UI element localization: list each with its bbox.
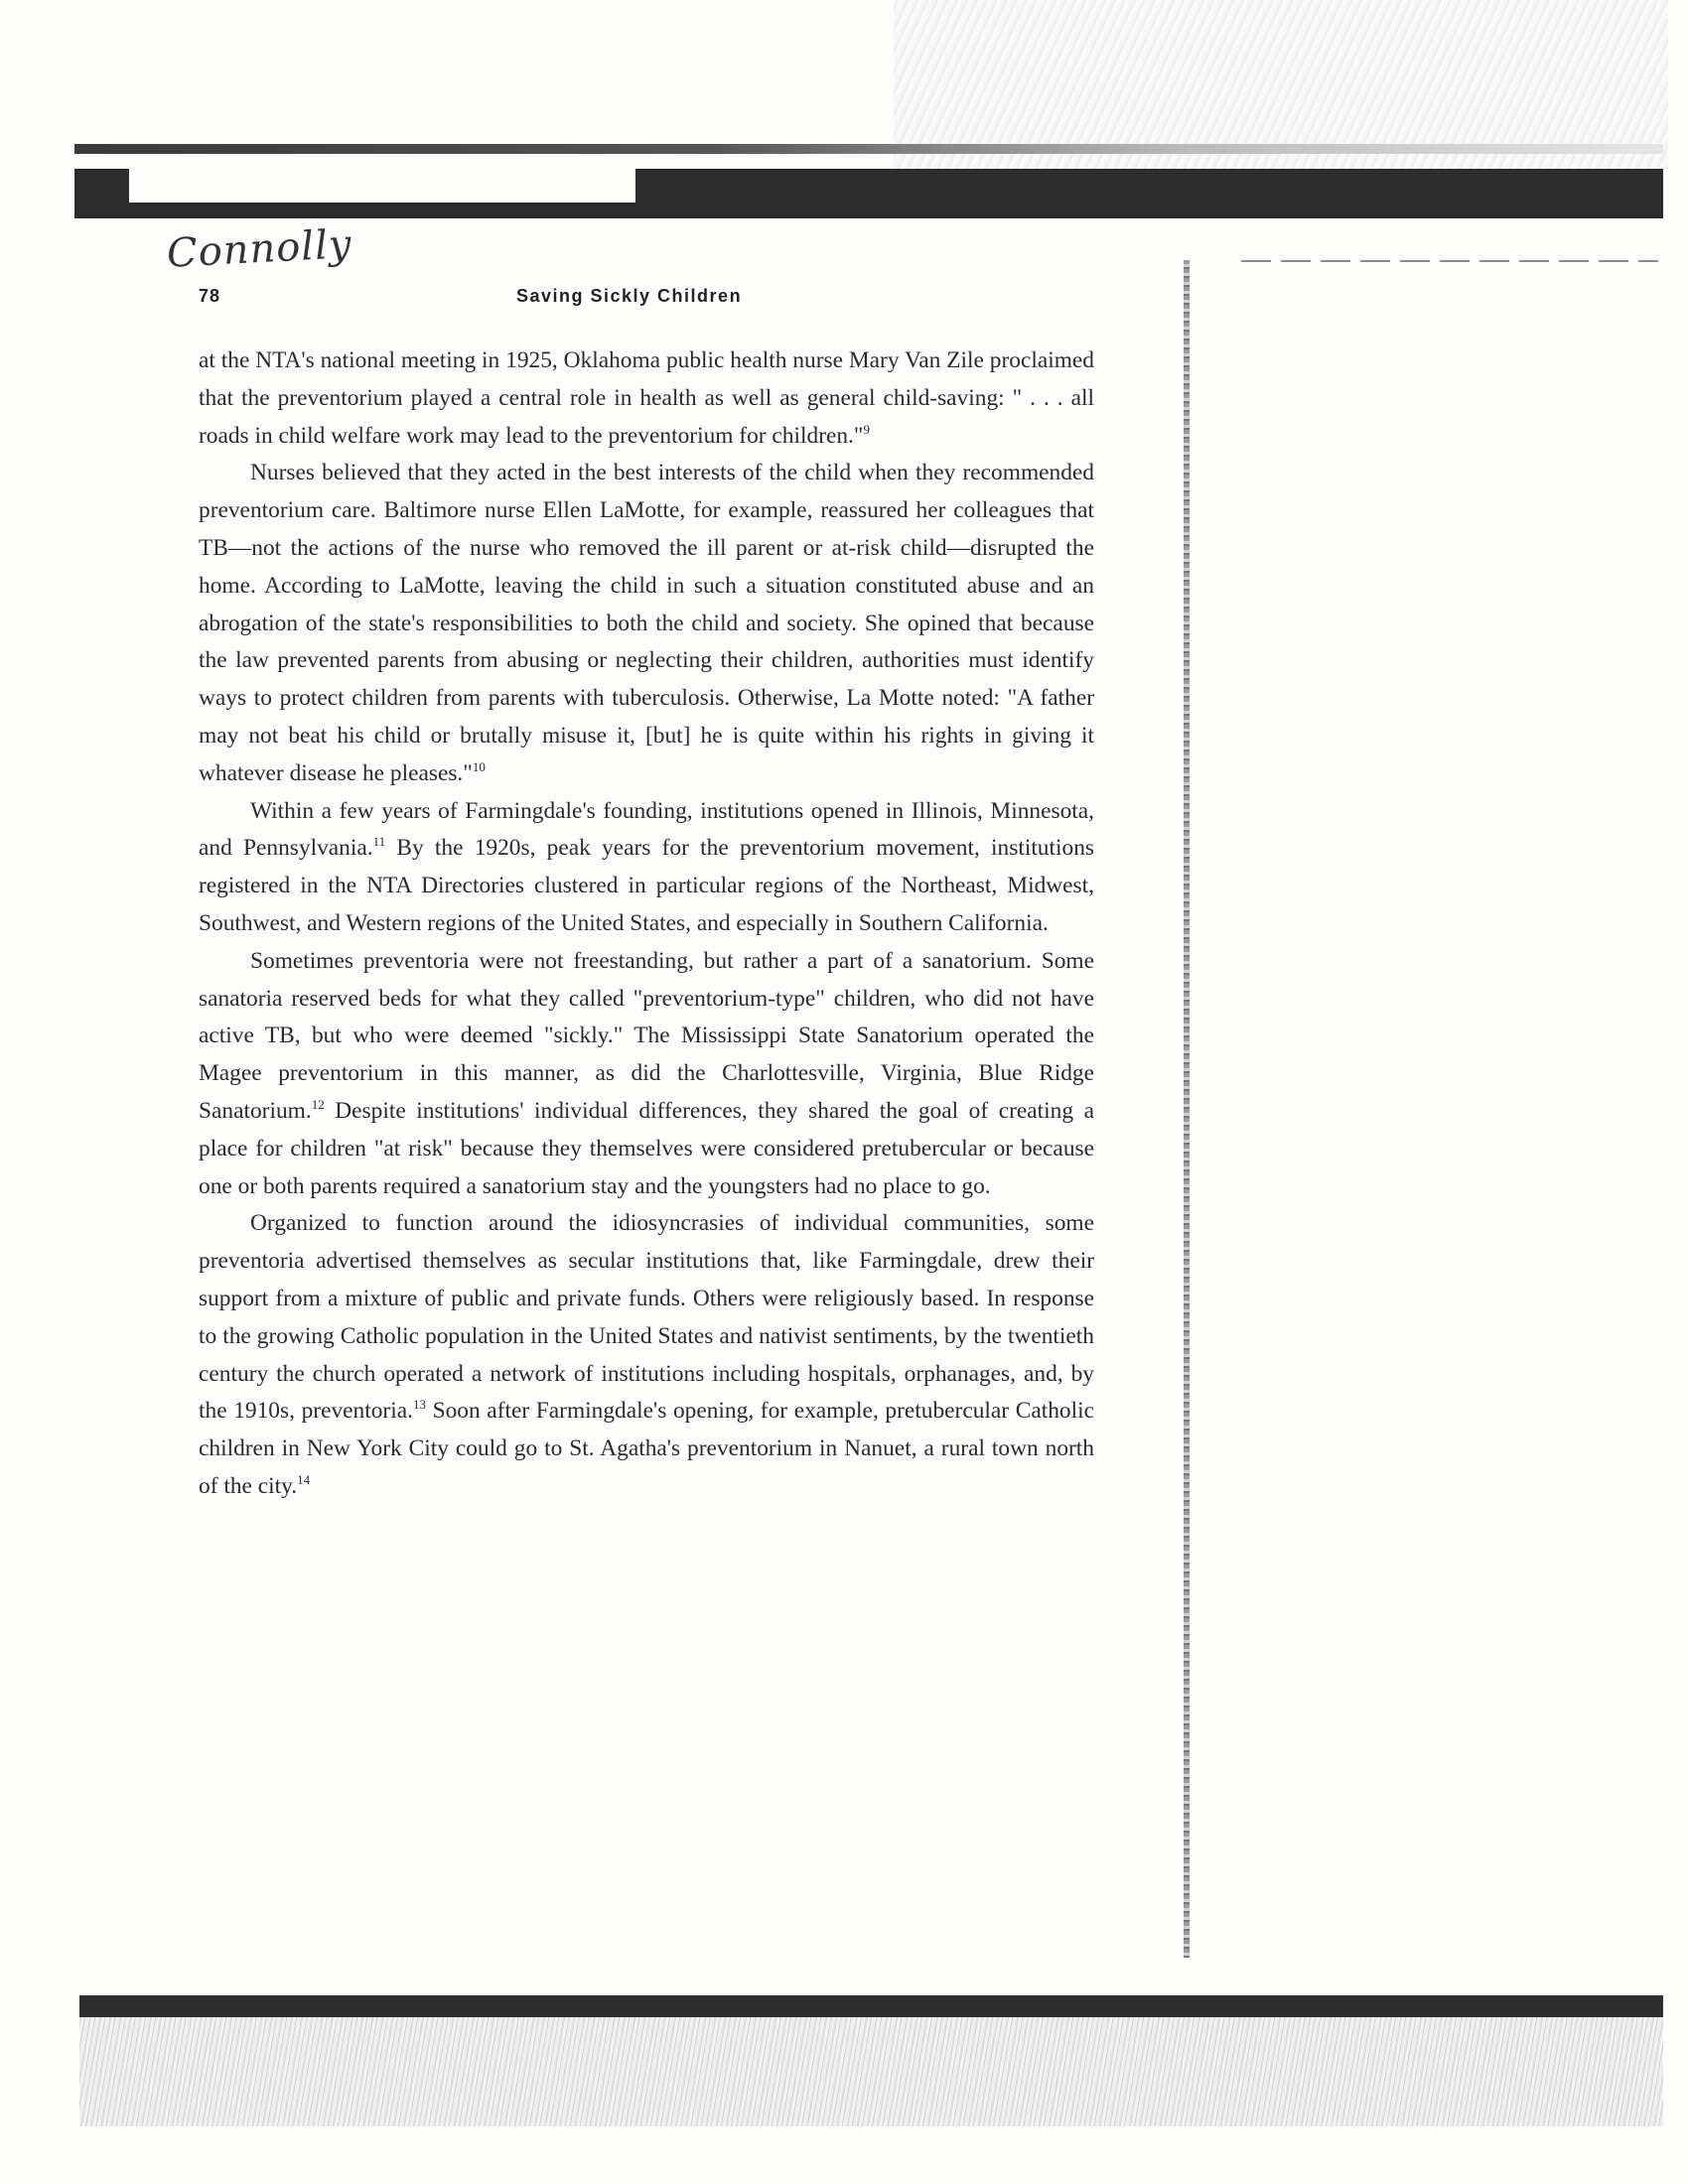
page-header [199,286,1094,316]
footnote-ref: 12 [311,1097,325,1113]
scan-label-blank [129,167,635,203]
paragraph-3: Within a few years of Farmingdale's founding, institutions opened in Illinois, Minnesota, and Pennsylvania.$^{11}$ By the 1920s, peak years for the preventorium movement, institutions registered in the NTA Directories clustered in particular regions of the Northeast, Midwest, Southwest, and Western regions of the United States, and especially in Southern California. [199,797,1094,936]
paragraph-5: Organized to function around the idiosyncrasies of individual communities, some preventoria advertised themselves as secular institutions that, like Farmingdale, drew their support from a mixture of public and private funds. Others were religiously based. In response to the growing Catholic population in the United States and nativist sentiments, by the twentieth century the church operated a network of institutions including hospitals, orphanages, and, by the 1910s, preventoria.$^{13}$ Soon after Farmingdale's opening, for example, pretubercular Catholic children in New York City could go to St. Agatha's preventorium in Nanuet, a rural town north of the city.$^{14}$ [199,1210,1094,1499]
scan-band-bottom [79,1995,1663,2017]
paragraph-4: Sometimes preventoria were not freestanding, but rather a part of a sanatorium. Some sanatoria reserved beds for what they called "preventorium-type" children, who did not have active TB, but who were deemed "sickly." The Mississippi State Sanatorium operated the Magee preventorium in this manner, as did the Charlottesville, Virginia, Blue Ridge Sanatorium.$^{12}$ Despite institutions' individual differences, they shared the goal of creating a place for children "at risk" because they themselves were considered pretubercular or because one or both parents required a sanatorium stay and the youngsters had no place to go. [199,947,1094,1199]
paragraph-1: at the NTA's national meeting in 1925, Oklahoma public health nurse Mary Van Zile proclaimed that the preventorium played a central role in health as well as general child-saving: " . . . all roads in child welfare work may lead to the preventorium for children."$^9$ [199,347,1094,449]
page-gutter [1184,260,1190,1958]
footnote-ref: 14 [297,1472,311,1488]
running-head: Saving Sickly Children [516,286,743,306]
scan-edge-top [74,144,1663,154]
page-number: 78 [199,286,221,306]
footnote-ref: 13 [412,1397,426,1413]
footnote-ref: 11 [372,834,386,850]
footnote-ref: 10 [472,758,486,774]
footnote-ref: 9 [863,421,870,437]
handwritten-signature: Connolly [165,221,353,277]
body-text [199,342,1094,1506]
gutter-dash-line [1241,260,1658,262]
paragraph-2: Nurses believed that they acted in the best interests of the child when they recommended preventorium care. Baltimore nurse Ellen LaMotte, for example, reassured her colleagues that TB—not the actions of the nurse who removed the ill parent or at-risk child—disrupted the home. According to LaMotte, leaving the child in such a situation constituted abuse and an abrogation of the state's responsibilities to both the child and society. She opined that because the law prevented parents from abusing or neglecting their children, authorities must identify ways to protect children from parents with tuberculosis. Otherwise, La Motte noted: "A father may not beat his child or brutally misuse it, [but] he is quite within his rights in giving it whatever disease he pleases."$^{10}$ [199,460,1094,786]
scan-noise-bottom [79,2017,1663,2126]
